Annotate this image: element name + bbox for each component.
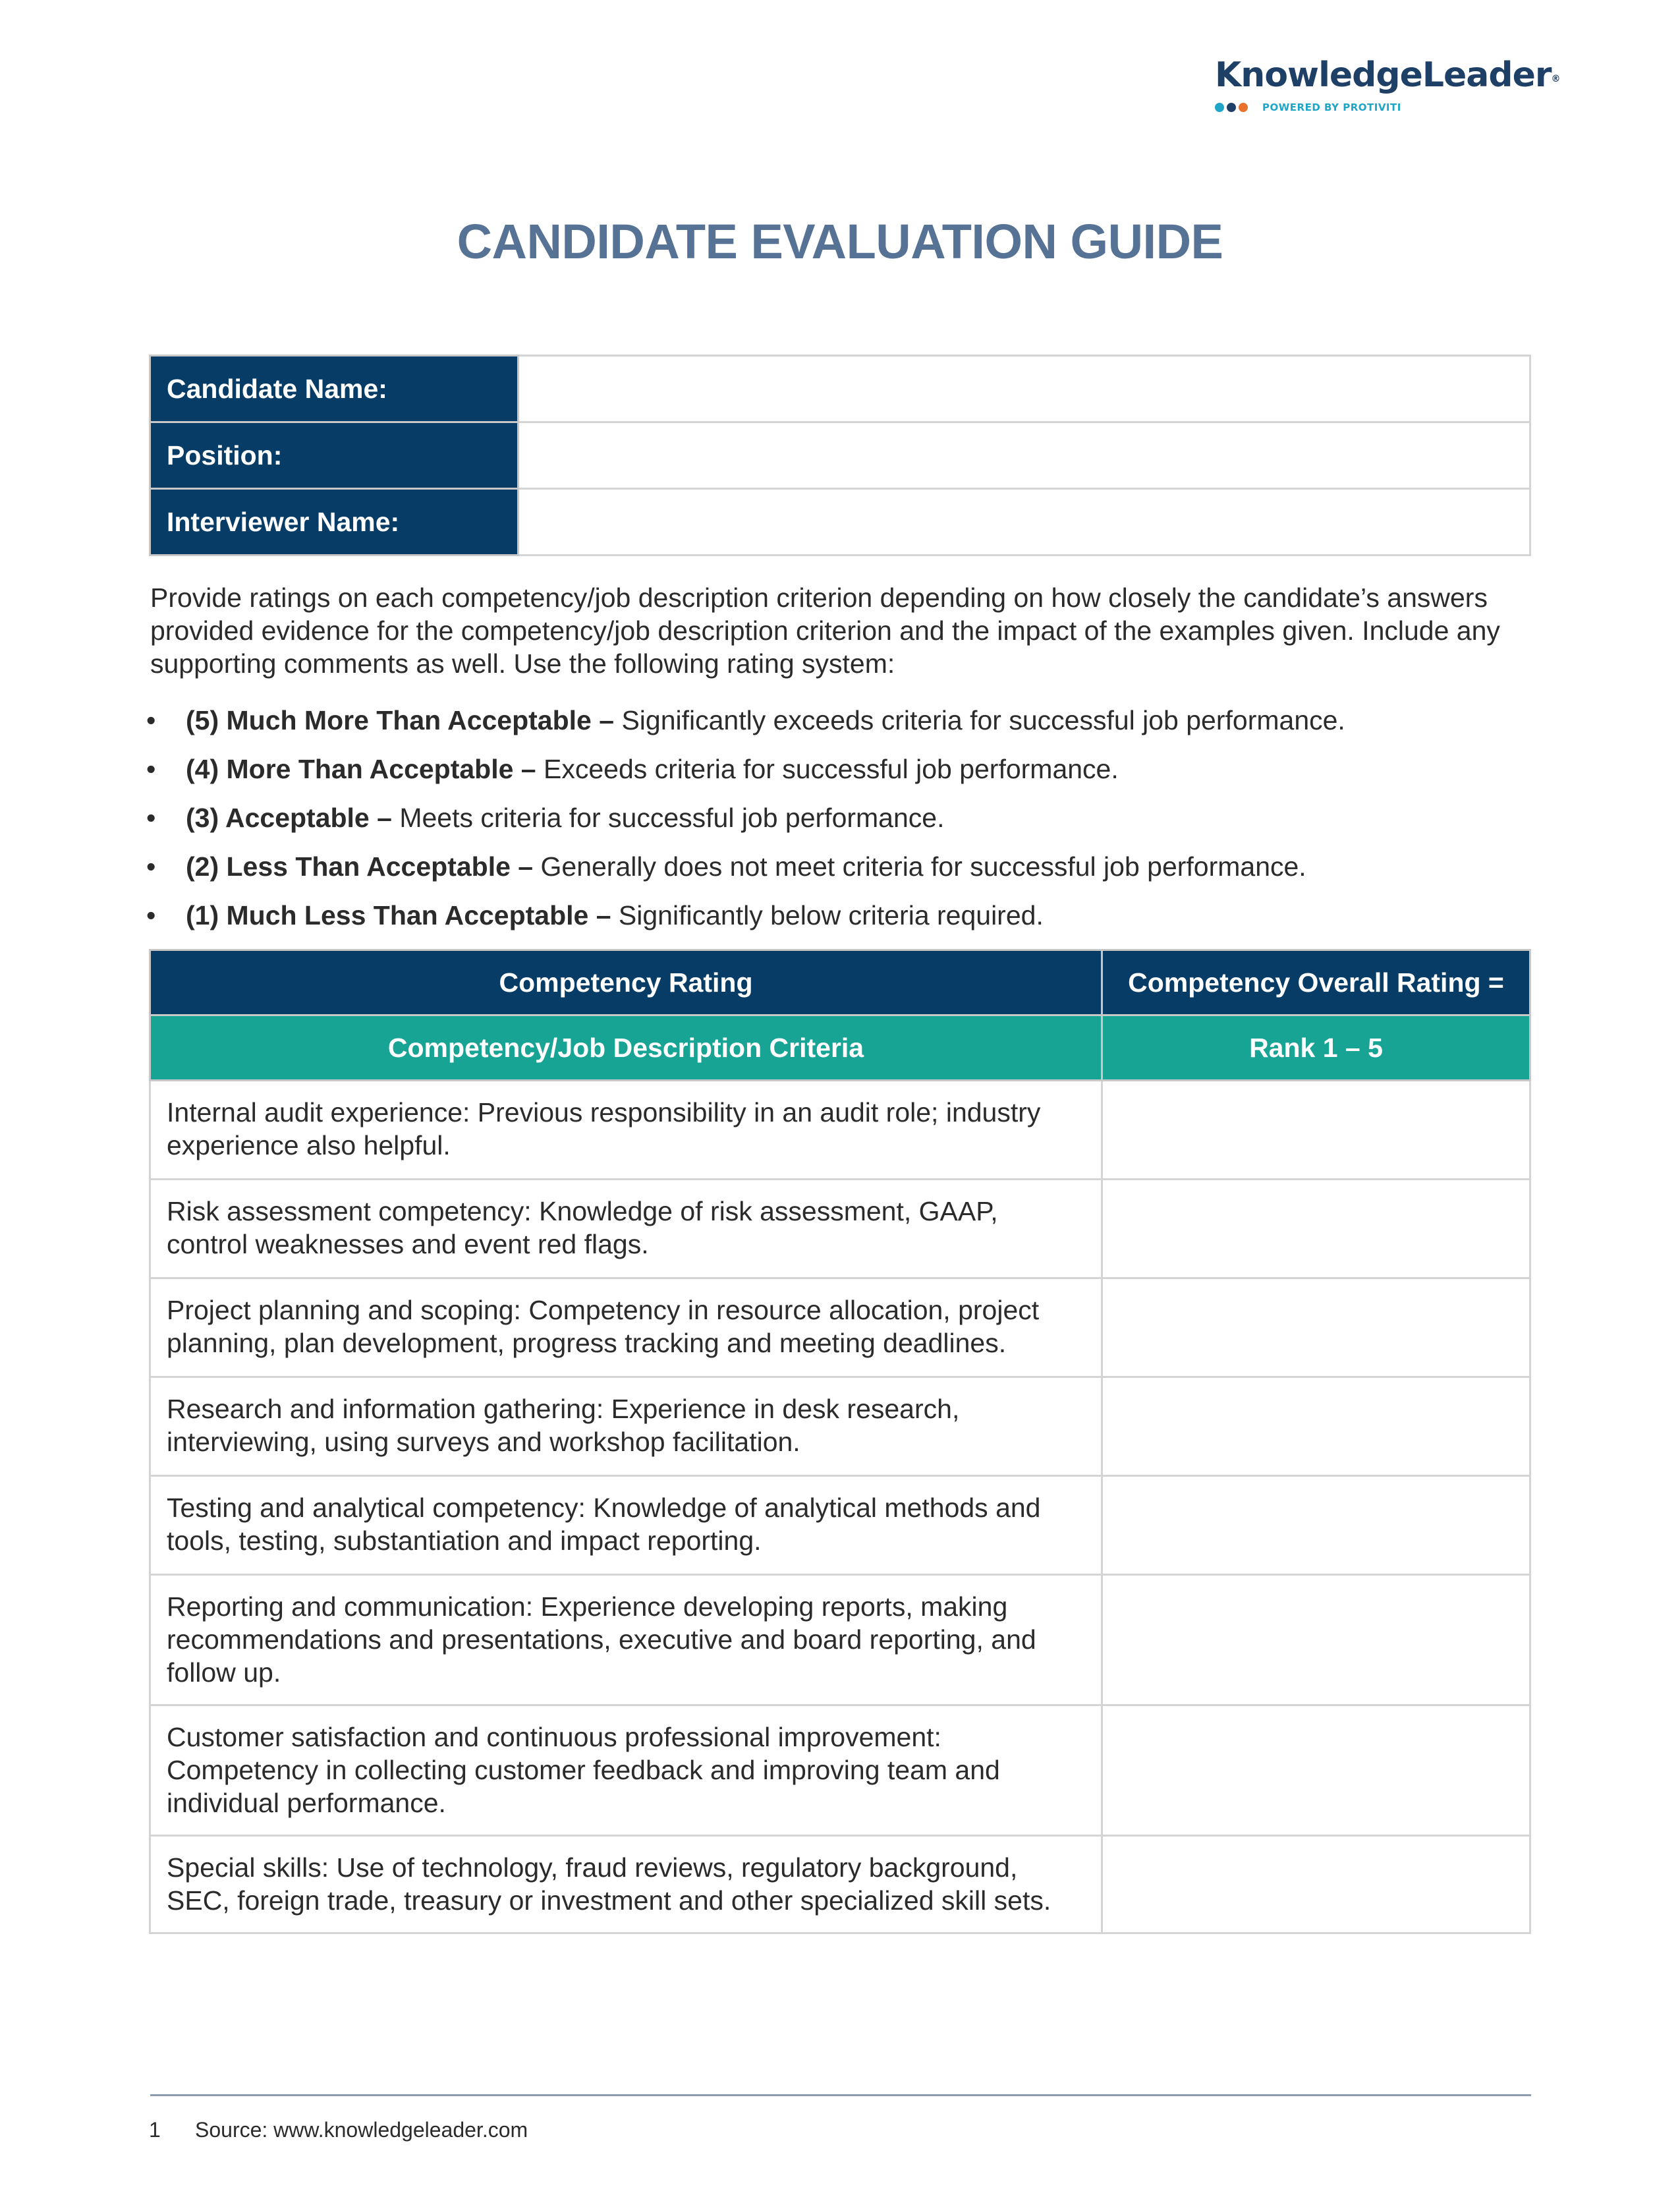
- rating-description: Significantly below criteria required.: [611, 900, 1044, 930]
- rating-scale-list: [146, 704, 1345, 948]
- table-row: [150, 1278, 1530, 1377]
- rating-item: [146, 801, 1345, 850]
- criteria-cell: Risk assessment competency: Knowledge of risk assessment, GAAP, control weaknesses and event red flags.: [150, 1180, 1102, 1278]
- rating-description: Meets criteria for successful job performance.: [391, 803, 945, 833]
- page-title: CANDIDATE EVALUATION GUIDE: [457, 214, 1223, 269]
- rank-cell[interactable]: [1102, 1575, 1530, 1705]
- column-header: Competency Overall Rating =: [1102, 950, 1530, 1015]
- trademark-mark: ®: [1551, 74, 1560, 84]
- column-header: Competency Rating: [150, 950, 1102, 1015]
- logo-tagline: POWERED BY PROTIVITI: [1262, 101, 1401, 113]
- bullet-icon: •: [146, 754, 156, 784]
- rating-label: (3) Acceptable –: [186, 803, 392, 833]
- column-header: Rank 1 – 5: [1102, 1015, 1530, 1081]
- rating-item: [146, 704, 1345, 753]
- table-row: [150, 1377, 1530, 1476]
- rating-description: Exceeds criteria for successful job performance.: [536, 754, 1119, 784]
- table-subheader-row: [150, 1015, 1530, 1081]
- rating-item: [146, 753, 1345, 801]
- table-header-row: [150, 950, 1530, 1015]
- logo-dot-icon: [1239, 103, 1248, 112]
- instructions-paragraph: Provide ratings on each competency/job description criterion depending on how closely the candidate’s answers provided evidence for the competency/job description criterion and the impact of the examples given. Include any supporting comments as well. Use the following rating system:: [150, 583, 1500, 679]
- rating-label: (2) Less Than Acceptable –: [186, 851, 534, 882]
- table-row: [150, 1476, 1530, 1575]
- bullet-icon: •: [146, 900, 156, 930]
- rating-item: [146, 899, 1345, 948]
- position-field[interactable]: [518, 422, 1530, 489]
- criteria-cell: Special skills: Use of technology, fraud reviews, regulatory background, SEC, foreign trade, treasury or investment and other specialized skill sets.: [150, 1836, 1102, 1933]
- column-header: Competency/Job Description Criteria: [150, 1015, 1102, 1081]
- page-number: 1: [149, 2118, 161, 2142]
- rank-cell[interactable]: [1102, 1081, 1530, 1180]
- table-row: [150, 1836, 1530, 1933]
- table-row: [150, 1180, 1530, 1278]
- table-row: [150, 1705, 1530, 1836]
- info-row: [150, 356, 1530, 422]
- candidate-name-field[interactable]: [518, 356, 1530, 422]
- source-text: Source: www.knowledgeleader.com: [195, 2118, 528, 2142]
- rating-description: Generally does not meet criteria for successful job performance.: [533, 851, 1306, 882]
- rank-cell[interactable]: [1102, 1377, 1530, 1476]
- info-label: Interviewer Name:: [150, 489, 518, 556]
- info-label: Position:: [150, 422, 518, 489]
- info-label: Candidate Name:: [150, 356, 518, 422]
- criteria-cell: Reporting and communication: Experience developing reports, making recommendations and presentations, executive and board reporting, and follow up.: [150, 1575, 1102, 1705]
- interviewer-name-field[interactable]: [518, 489, 1530, 556]
- page-footer: [149, 2118, 528, 2142]
- info-row: [150, 489, 1530, 556]
- table-row: [150, 1575, 1530, 1705]
- criteria-cell: Research and information gathering: Experience in desk research, interviewing, using surveys and workshop facilitation.: [150, 1377, 1102, 1476]
- rating-label: (5) Much More Than Acceptable –: [186, 705, 615, 735]
- knowledgeleader-logo: [1215, 54, 1560, 113]
- criteria-cell: Testing and analytical competency: Knowledge of analytical methods and tools, testing, substantiation and impact reporting.: [150, 1476, 1102, 1575]
- rank-cell[interactable]: [1102, 1705, 1530, 1836]
- bullet-icon: •: [146, 705, 156, 735]
- rating-description: Significantly exceeds criteria for successful job performance.: [614, 705, 1345, 735]
- rating-label: (4) More Than Acceptable –: [186, 754, 536, 784]
- logo-name: KnowledgeLeader: [1215, 55, 1552, 95]
- rating-item: [146, 850, 1345, 899]
- logo-dot-icon: [1215, 103, 1224, 112]
- rating-label: (1) Much Less Than Acceptable –: [186, 900, 611, 930]
- criteria-cell: Internal audit experience: Previous responsibility in an audit role; industry experience also helpful.: [150, 1081, 1102, 1180]
- bullet-icon: •: [146, 803, 156, 833]
- footer-divider: [150, 2094, 1531, 2096]
- criteria-cell: Customer satisfaction and continuous professional improvement: Competency in collecting customer feedback and improving team and individual performance.: [150, 1705, 1102, 1836]
- table-row: [150, 1081, 1530, 1180]
- rank-cell[interactable]: [1102, 1278, 1530, 1377]
- rank-cell[interactable]: [1102, 1836, 1530, 1933]
- bullet-icon: •: [146, 851, 156, 882]
- competency-table: [149, 949, 1531, 1934]
- rank-cell[interactable]: [1102, 1180, 1530, 1278]
- rank-cell[interactable]: [1102, 1476, 1530, 1575]
- candidate-info-table: [149, 355, 1531, 556]
- criteria-cell: Project planning and scoping: Competency in resource allocation, project planning, plan development, progress tracking and meeting deadlines.: [150, 1278, 1102, 1377]
- info-row: [150, 422, 1530, 489]
- logo-dot-icon: [1227, 103, 1236, 112]
